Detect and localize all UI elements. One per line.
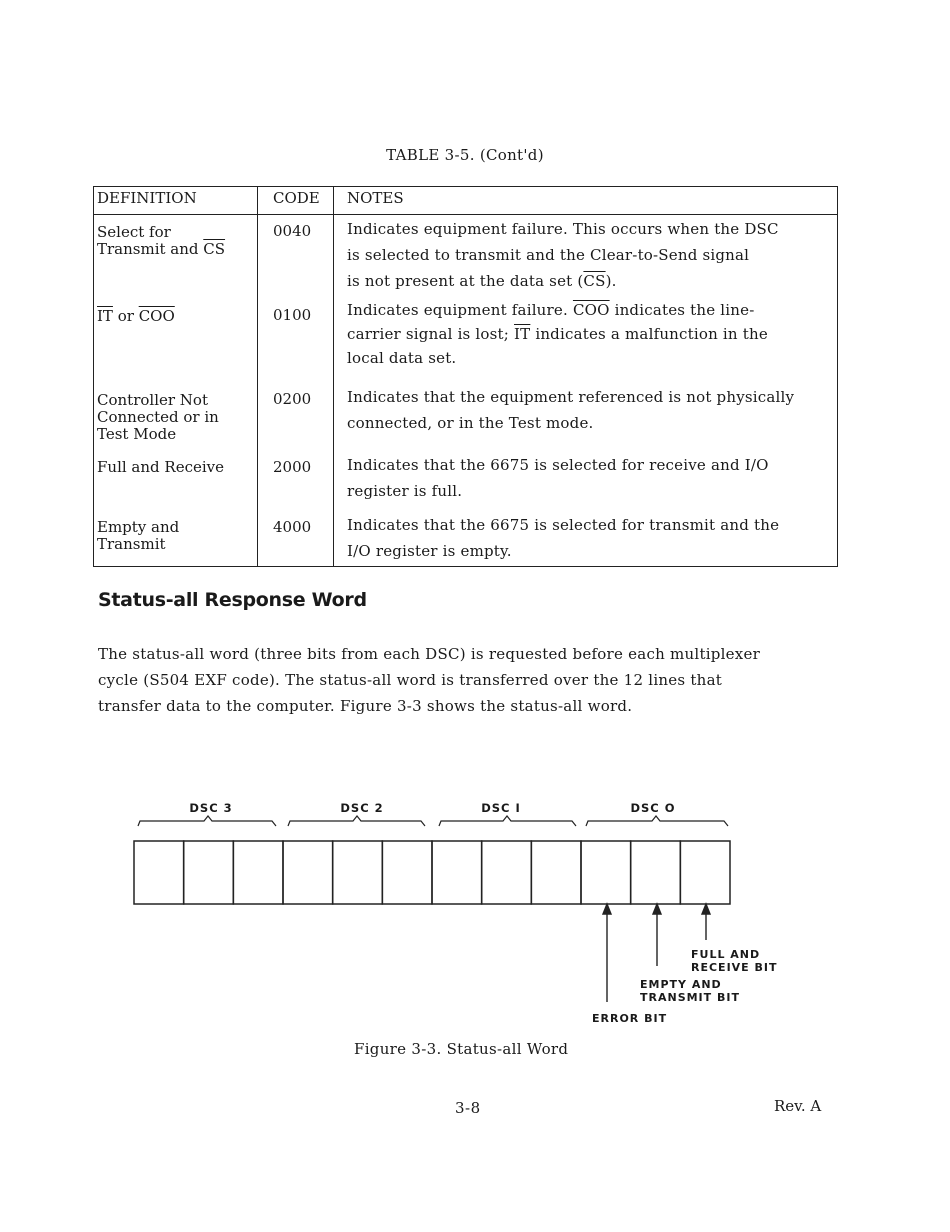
bit-cell [482,841,532,904]
table-row-notes: Indicates equipment failure. $\overline{COO}$ indicates the line- carrier signal is lost; $\overline{IT}$ indicates a malfunction in the local data set. [347,301,768,367]
bit-cell [631,841,681,904]
empty-bit-label: EMPTY AND [640,978,722,991]
page-number: 3-8 [455,1099,481,1117]
header-notes: NOTES [347,189,404,207]
bit-cell [283,841,333,904]
table-row-definition: $\overline{IT}$ or $\overline{COO}$ [97,307,175,325]
table-row-code: 2000 [273,458,312,476]
bit-cell [531,841,581,904]
group-brace [288,816,425,826]
empty-bit-label: TRANSMIT BIT [640,991,740,1004]
bit-cell [184,841,234,904]
cs-overline: $\overline{CS}$ [203,240,226,258]
table-row-definition: Empty and Transmit [97,518,180,553]
group-brace [586,816,728,826]
full-bit-label: FULL AND [691,948,761,961]
group-brace [138,816,276,826]
header-definition: DEFINITION [97,189,197,207]
table-row-code: 0200 [273,390,312,408]
group-label-dsc3: DSC 3 [189,801,233,815]
table-row-definition [97,224,225,258]
table-row-notes: Indicates that the 6675 is selected for transmit and the I/O register is empty. [347,516,780,560]
header-divider [94,214,837,215]
definition-line: Select for [97,223,171,241]
arrow-head-icon [653,904,661,914]
table-row-notes: Indicates that the equipment referenced is not physically connected, or in the Test mode. [347,388,795,432]
arrow-head-icon [603,904,611,914]
paragraph-line: cycle (S504 EXF code). The status-all word is transferred over the 12 lines that [98,671,723,689]
table-row-code: 0100 [273,306,312,324]
table-row-code: 4000 [273,518,312,536]
column-divider [333,187,334,566]
table-title: TABLE 3-5. (Cont'd) [386,146,544,164]
bit-cell [134,841,184,904]
status-code-table [93,186,838,567]
figure-caption: Figure 3-3. Status-all Word [354,1040,569,1058]
paragraph-line: The status-all word (three bits from each DSC) is requested before each multiplexer [98,645,761,663]
group-label-dsc0: DSC O [630,801,676,815]
body-paragraph [98,641,828,719]
table-row-definition: Controller Not Connected or in Test Mode [97,391,219,443]
section-heading: Status-all Response Word [98,589,367,611]
arrow-head-icon [702,904,710,914]
revision-label: Rev. A [774,1097,822,1115]
status-word-diagram [0,790,950,1030]
definition-line: Transmit and $\overline{CS}$ [97,240,226,258]
full-bit-label: RECEIVE BIT [691,961,778,974]
bit-cell [233,841,283,904]
bit-cell [432,841,482,904]
group-label-dsc2: DSC 2 [340,801,384,815]
column-divider [257,187,258,566]
table-row-code: 0040 [273,222,312,240]
header-code: CODE [273,189,320,207]
bit-cell [333,841,383,904]
bit-cell [581,841,631,904]
table-row-notes: Indicates that the 6675 is selected for receive and I/O register is full. [347,456,769,500]
paragraph-line: transfer data to the computer. Figure 3-3 shows the status-all word. [98,697,633,715]
group-brace [439,816,576,826]
table-row-notes: Indicates equipment failure. This occurs when the DSC is selected to transmit and the Clear-to-Send signal is not present at the data set $(\overline{CS})$. [347,220,779,290]
table-row-definition: Full and Receive [97,458,225,476]
group-label-dsc1: DSC I [481,801,521,815]
error-bit-label: ERROR BIT [592,1012,668,1025]
bit-cell [680,841,730,904]
bit-cells [134,841,730,904]
bit-cell [382,841,432,904]
